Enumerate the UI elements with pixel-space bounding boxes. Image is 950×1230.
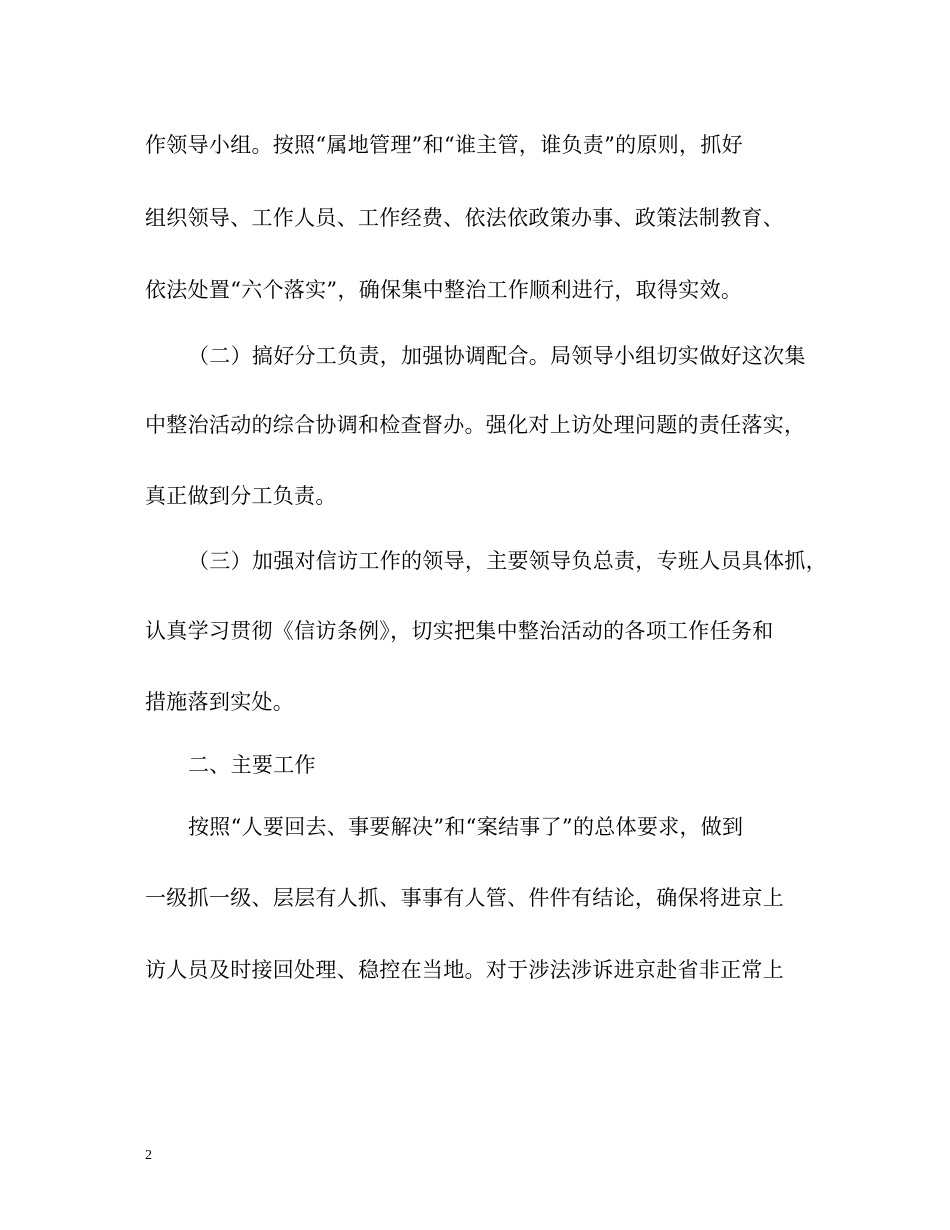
body-line-2: 组织领导、工作人员、工作经费、依法依政策办事、政策法制教育、 (145, 206, 784, 230)
page-number: 2 (145, 1148, 152, 1163)
body-line-6: 真正做到分工负责。 (145, 484, 337, 508)
body-line-10: 按照“人要回去、事要解决”和“案结事了”的总体要求，做到 (188, 815, 744, 839)
body-line-1: 作领导小组。按照“属地管理”和“谁主管，谁负责”的原则，抓好 (145, 133, 743, 157)
body-line-7: （三）加强对信访工作的领导，主要领导负总责，专班人员具体抓， (188, 549, 827, 573)
body-line-11: 一级抓一级、层层有人抓、事事有人管、件件有结论，确保将进京上 (145, 886, 784, 910)
body-line-9: 措施落到实处。 (145, 690, 295, 714)
body-line-3: 依法处置“六个落实”，确保集中整治工作顺利进行，取得实效。 (145, 278, 743, 302)
body-line-4: （二）搞好分工负责，加强协调配合。局领导小组切实做好这次集 (188, 344, 806, 368)
body-line-12: 访人员及时接回处理、稳控在当地。对于涉法涉诉进京赴省非正常上 (145, 958, 784, 982)
section-heading: 二、主要工作 (188, 753, 316, 777)
body-line-5: 中整治活动的综合协调和检查督办。强化对上访处理问题的责任落实， (145, 413, 806, 437)
body-line-8: 认真学习贯彻《信访条例》，切实把集中整治活动的各项工作任务和 (145, 619, 774, 643)
